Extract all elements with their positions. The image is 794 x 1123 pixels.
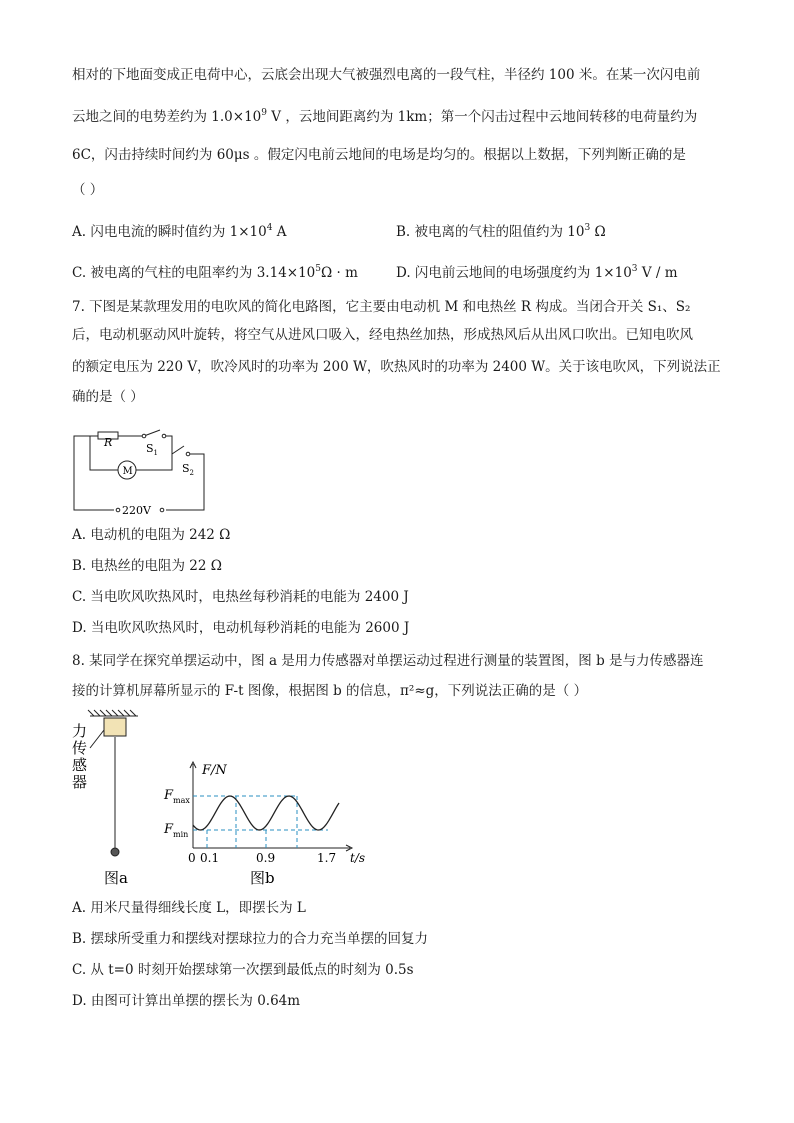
q6-option-a-unit: A xyxy=(272,224,287,240)
circuit-s1-label: $S_1$ xyxy=(146,442,159,457)
q6-option-b-text: B. 被电离的气柱的阻值约为 10 xyxy=(396,224,585,240)
sensor-pointer xyxy=(90,730,104,748)
q7-text-line-1: 7. 下图是某款理发用的电吹风的简化电路图，它主要由电动机 M 和电热丝 R 构成。当闭合开关 S₁、S₂ xyxy=(72,299,691,315)
fmin-label: $F_{min}$ xyxy=(164,822,189,839)
q6-answer-paren: （ ） xyxy=(72,182,104,198)
q8-option-b[interactable]: B. 摆球所受重力和摆线对摆球拉力的合力充当单摆的回复力 xyxy=(72,931,429,947)
circuit-motor-label: M xyxy=(122,466,133,477)
q6-text-line-1: 相对的下地面变成正电荷中心，云底会出现大气被强烈电离的一段气柱，半径约 100 米。在某一次闪电前 xyxy=(72,67,701,83)
switch-s2[interactable] xyxy=(172,446,184,454)
circuit-r-label: R xyxy=(104,436,113,449)
q6-option-c[interactable] xyxy=(72,260,358,282)
q7-text-line-2: 后，电动机驱动风叶旋转，将空气从进风口吸入，经电热丝加热，形成热风后从出风口吹出。已知电吹风 xyxy=(72,327,693,343)
circuit-s2-label: $S_2$ xyxy=(182,462,195,477)
q8-text-line-2: 接的计算机屏幕所显示的 F-t 图像，根据图 b 的信息，π²≈g，下列说法正确的是（ ） xyxy=(72,683,588,699)
q6-option-d[interactable] xyxy=(396,260,678,282)
q6-text-line-2 xyxy=(72,104,697,126)
guide-lines xyxy=(193,796,328,848)
figure-b-caption: 图b xyxy=(250,869,275,887)
q7-circuit-diagram xyxy=(70,416,210,516)
q7-text-line-4: 确的是（ ） xyxy=(72,389,144,405)
t-axis-label: t/s xyxy=(350,851,366,865)
pendulum-bob xyxy=(111,848,119,856)
q6-option-c-exp: 5 xyxy=(315,264,322,274)
q8-text-line-1: 8. 某同学在探究单摆运动中，图 a 是用力传感器对单摆运动过程进行测量的装置图，图 b 是与力传感器连 xyxy=(72,653,704,669)
circuit-voltage-label: 220V xyxy=(122,504,151,516)
q6-line2-part2: V ，云地间距离约为 1km；第一个闪击过程中云地间转移的电荷量约为 xyxy=(267,109,698,125)
q6-option-b[interactable] xyxy=(396,219,606,241)
q7-text-line-3: 的额定电压为 220 V，吹冷风时的功率为 200 W，吹热风时的功率为 2400 W。关于该电吹风，下列说法正 xyxy=(72,359,721,375)
q6-line2-part1: 云地之间的电势差约为 1.0×10 xyxy=(72,109,262,125)
figure-a-caption: 图a xyxy=(104,869,128,887)
q6-option-a-text: A. 闪电电流的瞬时值约为 1×10 xyxy=(72,224,267,240)
sensor-label-3: 感 xyxy=(72,756,88,774)
switch-s1[interactable] xyxy=(144,430,160,436)
sensor-label-2: 传 xyxy=(72,739,88,757)
q6-option-d-exp: 3 xyxy=(631,264,638,274)
force-time-curve xyxy=(193,796,339,830)
q8-option-c[interactable]: C. 从 t=0 时刻开始摆球第一次摆到最低点的时刻为 0.5s xyxy=(72,962,414,978)
x-tick-0.1: 0.1 xyxy=(200,851,220,865)
q6-exponent: 9 xyxy=(261,108,267,118)
q7-option-d[interactable]: D. 当电吹风吹热风时，电动机每秒消耗的电能为 2600 J xyxy=(72,620,410,636)
q7-option-a[interactable]: A. 电动机的电阻为 242 Ω xyxy=(72,527,231,543)
q6-option-c-text: C. 被电离的气柱的电阻率约为 3.14×10 xyxy=(72,265,316,281)
force-sensor-box xyxy=(104,718,126,736)
x-tick-0.9: 0.9 xyxy=(256,851,276,865)
q6-option-b-unit: Ω xyxy=(590,224,606,240)
q8-option-a[interactable]: A. 用米尺量得细线长度 L，即摆长为 L xyxy=(72,900,306,916)
sensor-label-1: 力 xyxy=(72,722,88,740)
q6-option-a[interactable] xyxy=(72,219,286,241)
q6-option-a-exp: 4 xyxy=(266,223,273,233)
q6-option-b-exp: 3 xyxy=(584,223,591,233)
q6-option-c-unit: Ω · m xyxy=(321,265,358,281)
x-tick-0: 0 xyxy=(188,851,196,865)
q8-figure-a xyxy=(68,708,150,892)
q7-option-c[interactable]: C. 当电吹风吹热风时，电热丝每秒消耗的电能为 2400 J xyxy=(72,589,409,605)
q7-option-b[interactable]: B. 电热丝的电阻为 22 Ω xyxy=(72,558,222,574)
f-axis-label: F/N xyxy=(202,763,227,778)
sensor-label-4: 器 xyxy=(72,773,88,791)
q6-option-d-unit: V / m xyxy=(637,265,678,281)
q8-figure-b xyxy=(160,758,374,892)
q6-option-d-text: D. 闪电前云地间的电场强度约为 1×10 xyxy=(396,265,632,281)
q6-text-line-3: 6C，闪击持续时间约为 60μs 。假定闪电前云地间的电场是均匀的。根据以上数据，下列判断正确的是 xyxy=(72,147,686,163)
q8-option-d[interactable]: D. 由图可计算出单摆的摆长为 0.64m xyxy=(72,993,301,1009)
fmax-label: $F_{max}$ xyxy=(164,788,190,805)
x-tick-1.7: 1.7 xyxy=(317,851,337,865)
